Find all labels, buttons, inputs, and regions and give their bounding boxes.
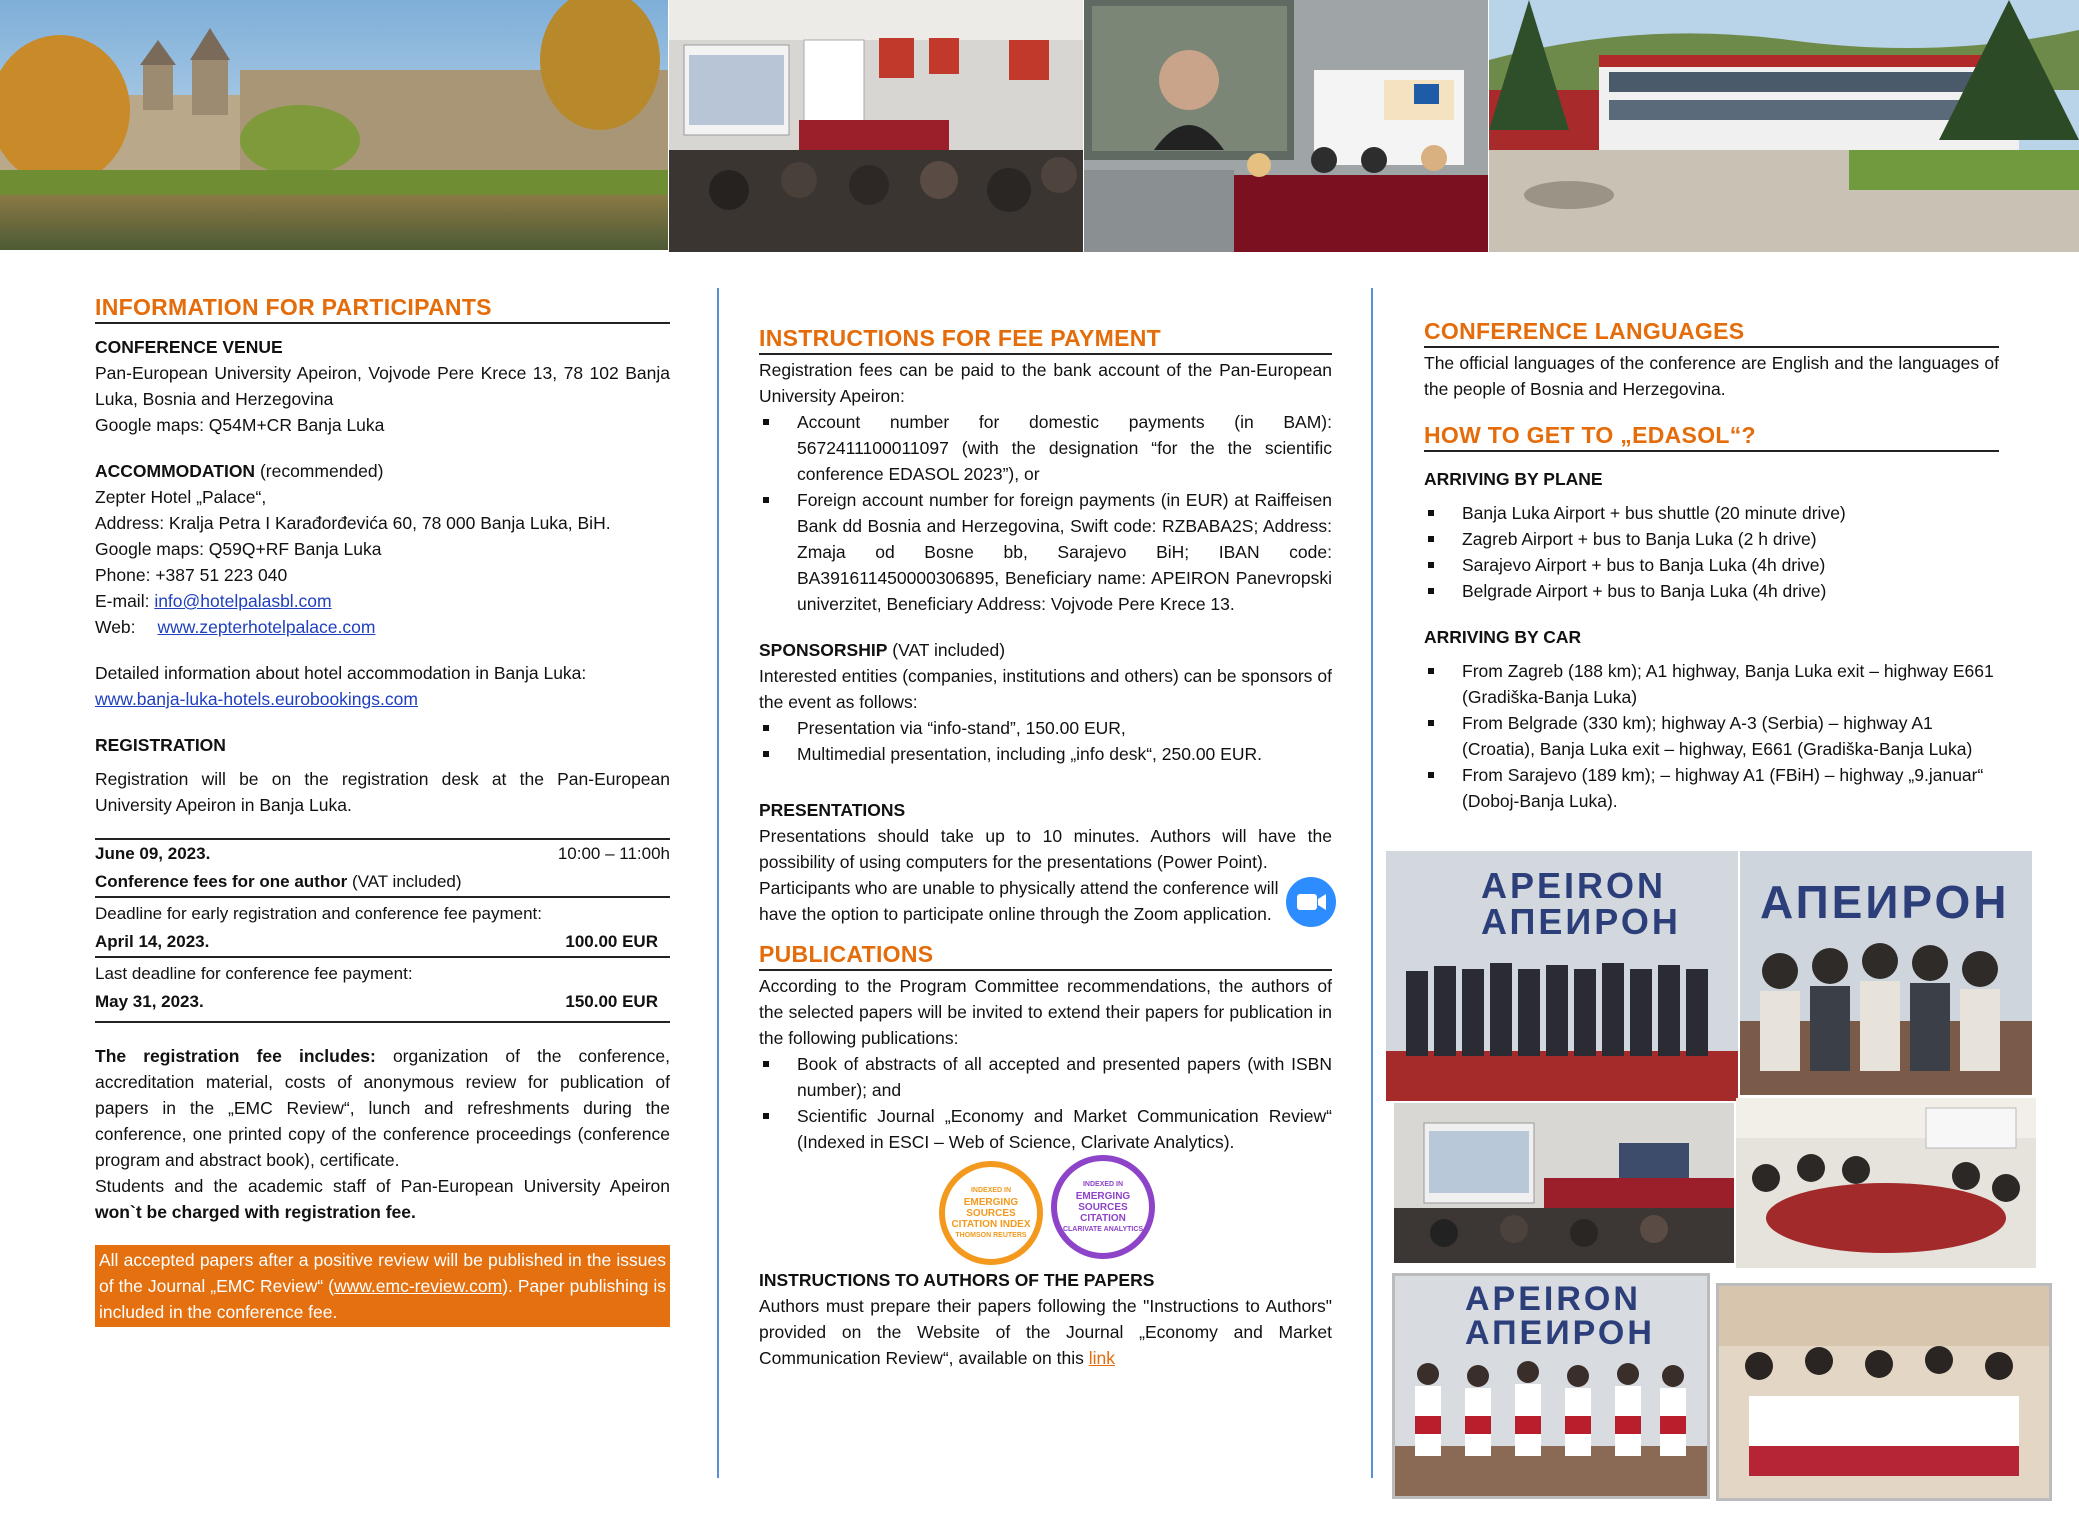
hotel-email-row [95, 588, 670, 614]
fee-includes-body: organization of the conference, accreditation material, costs of anonymous review for publication of papers in the „EMC Review“, lunch and refreshments during the conference, one printed copy of the conference proceedings (conference program and abstract book), certificate. [95, 1046, 670, 1170]
accommodation-note: (recommended) [255, 461, 384, 481]
accommodation-title-row [95, 458, 670, 484]
fee-includes-label: The registration fee includes: [95, 1046, 376, 1066]
notice-text-2: ). Paper publishing is included in the conference fee. [99, 1276, 666, 1322]
hotel-web-row [95, 614, 670, 640]
plane-title: ARRIVING BY PLANE [1424, 469, 1603, 489]
round-table-photo [1736, 1098, 2036, 1268]
payment-heading: INSTRUCTIONS FOR FEE PAYMENT [759, 325, 1332, 355]
publishing-notice-box [95, 1245, 670, 1327]
registration-title: REGISTRATION [95, 735, 226, 755]
university-building-photo [1489, 0, 2079, 252]
accommodation-title: ACCOMMODATION [95, 461, 256, 481]
presentations-title: PRESENTATIONS [759, 800, 906, 820]
late-amount: 150.00 EUR [565, 992, 658, 1011]
participants-heading: INFORMATION FOR PARTICIPANTS [95, 294, 670, 324]
hotel-maps: Google maps: Q59Q+RF Banja Luka [95, 539, 382, 559]
zoom-row [759, 875, 1332, 927]
hotel-web-link[interactable]: www.zepterhotelpalace.com [157, 617, 376, 637]
late-label: Last deadline for conference fee payment: [95, 964, 413, 983]
emc-review-link[interactable]: www.emc-review.com [333, 1276, 503, 1296]
sponsorship-item: Presentation via “info-stand”, 150.00 EUR, [759, 715, 1332, 741]
late-date: May 31, 2023. [95, 992, 204, 1011]
hotel-name: Zepter Hotel „Palace“, [95, 487, 267, 507]
venue-address: Pan-European University Apeiron, Vojvode Pere Krece 13, 78 102 Banja Luka, Bosnia and Herzegovina [95, 363, 670, 409]
conference-hall-photo [669, 0, 1083, 252]
foreign-account-item: Foreign account number for foreign payments (in EUR) at Raiffeisen Bank dd Bosnia and Herzegovina, Swift code: RZBABA2S; Address: Zmaja od Bosne bb, Sarajevo BiH; IBAN code: BA391611450000306895, Beneficiary name: APEIRON Panevropski univerzitet, Beneficiary Address: Vojvode Pere Krece 13. [759, 487, 1332, 617]
car-list [1424, 658, 1999, 814]
apeiron-sign-latin: APEIRON [1481, 865, 1667, 906]
column-participants [95, 294, 670, 1327]
students-photo [1740, 851, 2032, 1095]
sponsorship-list [759, 715, 1332, 767]
esci-badge-thomson [939, 1161, 1043, 1265]
languages-text: The official languages of the conference are English and the languages of the people of Bosnia and Herzegovina. [1424, 353, 1999, 399]
payment-intro: Registration fees can be paid to the bank account of the Pan-European University Apeiron: [759, 360, 1332, 406]
folk-dance-photo [1392, 1273, 1710, 1499]
sponsorship-item: Multimedial presentation, including „info desk“, 250.00 EUR. [759, 741, 1332, 767]
apeiron-group-photo [1386, 851, 1738, 1101]
car-title: ARRIVING BY CAR [1424, 627, 1582, 647]
author-instructions-text [759, 1293, 1332, 1371]
presentations-text: Presentations should take up to 10 minutes. Authors will have the possibility of using computers for the presentations (Power Point). [759, 826, 1332, 872]
plane-item: Zagreb Airport + bus to Banja Luka (2 h drive) [1424, 526, 1999, 552]
apeiron-sign-latin-2: APEIRON [1465, 1280, 1641, 1318]
badge2-top: INDEXED IN [1082, 1180, 1124, 1188]
plane-item: Belgrade Airport + bus to Banja Luka (4h drive) [1424, 578, 1999, 604]
conference-audience-photo [1394, 1103, 1734, 1263]
publication-item: Scientific Journal „Economy and Market Communication Review“ (Indexed in ESCI – Web of Science, Clarivate Analytics). [759, 1103, 1332, 1155]
sponsorship-intro: Interested entities (companies, institutions and others) can be sponsors of the event as follows: [759, 666, 1332, 712]
fee-date: June 09, 2023. [95, 844, 211, 863]
car-item: From Sarajevo (189 km); – highway A1 (FBiH) – highway „9.januar“ (Doboj-Banja Luka). [1424, 762, 1999, 814]
web-label: Web: [95, 617, 136, 637]
zoom-text: Participants who are unable to physically attend the conference will have the option to participate online through the Zoom application. [759, 878, 1279, 924]
plane-item: Banja Luka Airport + bus shuttle (20 minute drive) [1424, 500, 1999, 526]
online-session-photo [1084, 0, 1488, 252]
publications-list [759, 1051, 1332, 1155]
plane-list [1424, 500, 1999, 604]
badge2-bottom: CLARIVATE ANALYTICS [1062, 1225, 1144, 1233]
badge2-main: EMERGING SOURCES CITATION [1075, 1190, 1131, 1224]
fee-author-row [95, 868, 670, 897]
account-list [759, 409, 1332, 617]
esci-badges [759, 1155, 1332, 1267]
fees-table [95, 838, 670, 1023]
hotel-info-text: Detailed information about hotel accommodation in Banja Luka: [95, 663, 587, 683]
early-amount: 100.00 EUR [565, 932, 658, 951]
car-item: From Zagreb (188 km); A1 highway, Banja Luka exit – highway E661 (Gradiška-Banja Luka) [1424, 658, 1999, 710]
hotel-booking-link[interactable]: www.banja-luka-hotels.eurobookings.com [95, 689, 418, 709]
hotel-phone: Phone: +387 51 223 040 [95, 565, 288, 585]
publications-intro: According to the Program Committee recommendations, the authors of the selected papers will be invited to extend their papers for publication in the following publications: [759, 976, 1332, 1048]
hotel-email-link[interactable]: info@hotelpalasbl.com [154, 591, 332, 611]
students-text [95, 1173, 670, 1225]
students-free: won`t be charged with registration fee. [95, 1202, 416, 1222]
column-payment [759, 325, 1332, 1371]
column-divider-1 [717, 288, 719, 1478]
fee-time: 10:00 – 11:00h [557, 844, 670, 863]
esci-badge-clarivate [1051, 1155, 1155, 1259]
badge1-bottom: THOMSON REUTERS [955, 1231, 1027, 1239]
column-travel [1424, 318, 1999, 814]
sponsorship-note: (VAT included) [887, 640, 1006, 660]
venue-title: CONFERENCE VENUE [95, 337, 283, 357]
sponsorship-title: SPONSORSHIP [759, 640, 888, 660]
early-label: Deadline for early registration and conference fee payment: [95, 904, 542, 923]
author-instructions-body: Authors must prepare their papers following the "Instructions to Authors" provided on the Website of the Journal „Economy and Market Communication Review“, available on this [759, 1296, 1332, 1368]
fee-author-label: Conference fees for one author [95, 872, 348, 891]
how-to-get-heading: HOW TO GET TO „EDASOL“? [1424, 422, 1999, 452]
apeiron-sign-cyrillic: АПЕИРОН [1481, 901, 1681, 942]
reception-photo [1716, 1283, 2052, 1501]
registration-text: Registration will be on the registration desk at the Pan-European University Apeiron in Banja Luka. [95, 769, 670, 815]
author-instructions-title: INSTRUCTIONS TO AUTHORS OF THE PAPERS [759, 1270, 1155, 1290]
notice-text-1: All accepted papers after a positive review will be published in the issues of the Journal „EMC Review“ ( [99, 1250, 666, 1296]
domestic-account-item: Account number for domestic payments (in BAM): 5672411100011097 (with the designation “for the the scientific conference EDASOL 2023”), or [759, 409, 1332, 487]
fee-author-note: (VAT included) [347, 872, 462, 891]
email-label: E-mail: [95, 591, 155, 611]
early-date: April 14, 2023. [95, 932, 210, 951]
castle-photo [0, 0, 668, 250]
hotel-address: Address: Kralja Petra I Karađorđevića 60, 78 000 Banja Luka, BiH. [95, 513, 611, 533]
instructions-link[interactable]: link [1088, 1348, 1115, 1368]
languages-heading: CONFERENCE LANGUAGES [1424, 318, 1999, 348]
publications-heading: PUBLICATIONS [759, 941, 1332, 971]
car-item: From Belgrade (330 km); highway A-3 (Serbia) – highway A1 (Croatia), Banja Luka exit – highway, E661 (Gradiška-Banja Luka) [1424, 710, 1999, 762]
apeiron-sign-cyrillic-3: АПЕИРОН [1465, 1314, 1655, 1352]
publication-item: Book of abstracts of all accepted and presented papers (with ISBN number); and [759, 1051, 1332, 1103]
sponsorship-title-row [759, 637, 1332, 663]
apeiron-sign-cyrillic-2: АПЕИРОН [1760, 876, 2010, 928]
badge1-main: EMERGING SOURCES CITATION INDEX [951, 1196, 1031, 1230]
plane-item: Sarajevo Airport + bus to Banja Luka (4h drive) [1424, 552, 1999, 578]
badge1-top: INDEXED IN [970, 1186, 1012, 1194]
fee-includes-text [95, 1043, 670, 1173]
zoom-icon [1286, 877, 1336, 927]
column-divider-2 [1371, 288, 1373, 1478]
venue-maps: Google maps: Q54M+CR Banja Luka [95, 415, 385, 435]
students-body: Students and the academic staff of Pan-European University Apeiron [95, 1176, 670, 1196]
